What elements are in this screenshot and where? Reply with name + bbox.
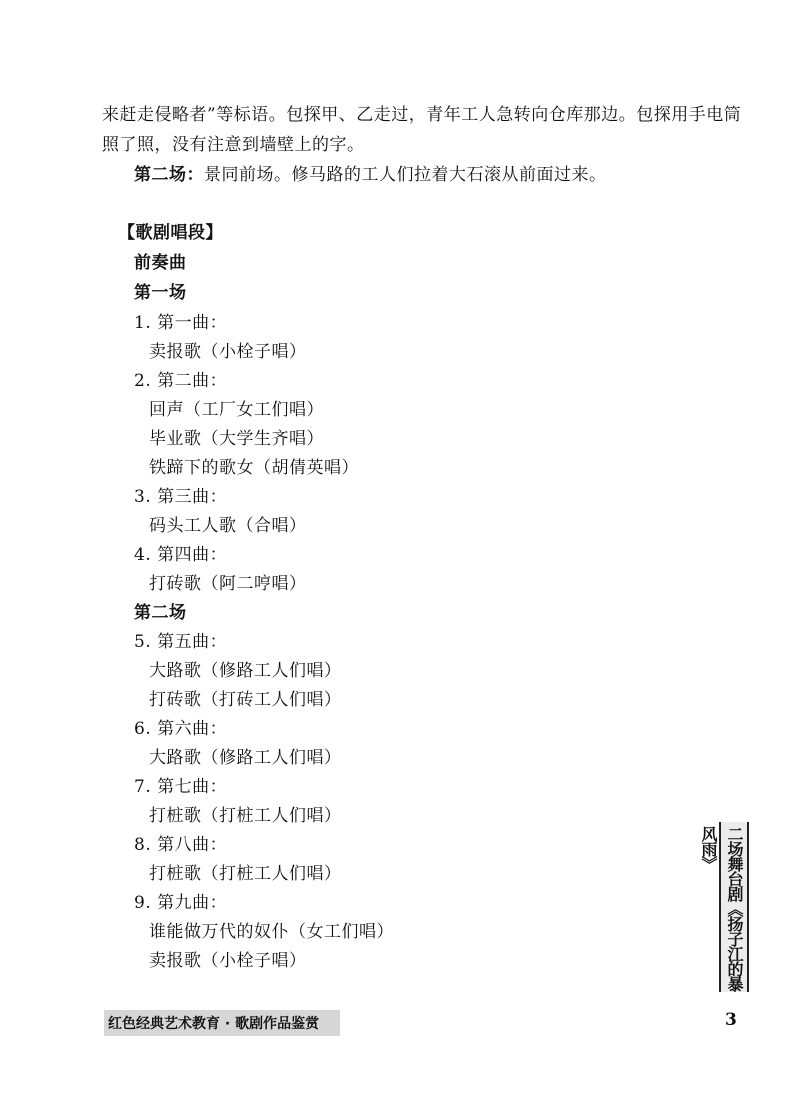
act-two-heading: 第二场 <box>134 603 187 623</box>
scene-note <box>134 164 607 186</box>
footer-text: 红色经典艺术教育 · 歌剧作品鉴赏 <box>108 1016 320 1032</box>
song-7-item: 打桩歌（打桩工人们唱） <box>149 806 342 826</box>
song-2-item-3: 铁蹄下的歌女（胡倩英唱） <box>149 458 359 478</box>
song-1-item: 卖报歌（小栓子唱） <box>149 342 307 362</box>
sidebar-title-tab <box>699 822 749 992</box>
section-heading: 【歌剧唱段】 <box>118 223 223 243</box>
song-3-item: 码头工人歌（合唱） <box>149 516 307 536</box>
prelude-heading: 前奏曲 <box>134 253 187 273</box>
song-7-label: 7. 第七曲： <box>134 777 228 797</box>
song-4-label: 4. 第四曲： <box>134 545 228 565</box>
song-8-label: 8. 第八曲： <box>134 835 228 855</box>
song-9-label: 9. 第九曲： <box>134 893 228 913</box>
sidebar-title: 二场舞台剧《扬子江的暴风雨》 <box>699 826 744 991</box>
song-9-item-2: 卖报歌（小栓子唱） <box>149 951 307 971</box>
song-8-item: 打桩歌（打桩工人们唱） <box>149 864 342 884</box>
song-9-item-1: 谁能做万代的奴仆（女工们唱） <box>149 922 394 942</box>
footer-banner <box>104 1010 340 1036</box>
song-2-item-2: 毕业歌（大学生齐唱） <box>149 429 324 449</box>
scene-label: 第二场： <box>134 165 204 185</box>
paragraph-line-1: 来赶走侵略者”等标语。包探甲、乙走过，青年工人急转向仓库那边。包探用手电筒 <box>102 105 742 125</box>
song-5-item-2: 打砖歌（打砖工人们唱） <box>149 690 342 710</box>
act-one-heading: 第一场 <box>134 283 187 303</box>
scene-text: 景同前场。修马路的工人们拉着大石滚从前面过来。 <box>204 165 607 185</box>
page-number: 3 <box>725 1010 737 1030</box>
song-6-label: 6. 第六曲： <box>134 719 228 739</box>
paragraph-line-2: 照了照，没有注意到墙壁上的字。 <box>102 135 365 155</box>
song-5-item-1: 大路歌（修路工人们唱） <box>149 661 342 681</box>
song-6-item: 大路歌（修路工人们唱） <box>149 748 342 768</box>
song-3-label: 3. 第三曲： <box>134 487 228 507</box>
song-2-item-1: 回声（工厂女工们唱） <box>149 400 324 420</box>
song-1-label: 1. 第一曲： <box>134 313 228 333</box>
song-4-item: 打砖歌（阿二哼唱） <box>149 574 307 594</box>
song-2-label: 2. 第二曲： <box>134 371 228 391</box>
song-5-label: 5. 第五曲： <box>134 632 228 652</box>
